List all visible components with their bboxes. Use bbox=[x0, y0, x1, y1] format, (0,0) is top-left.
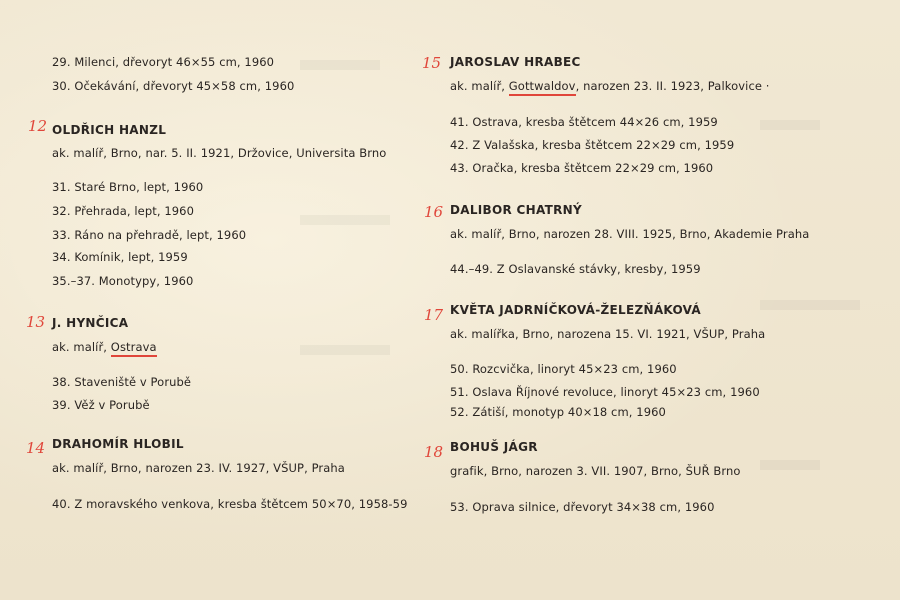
artist-name: OLDŘICH HANZL bbox=[52, 123, 167, 137]
show-through-texture bbox=[300, 345, 390, 355]
catalog-entry: 38. Staveniště v Porubě bbox=[52, 375, 192, 389]
artist-bio bbox=[52, 340, 157, 354]
artist-name: DALIBOR CHATRNÝ bbox=[450, 203, 582, 217]
handwritten-number-mark: 13 bbox=[26, 313, 46, 331]
catalog-entry: 33. Ráno na přehradě, lept, 1960 bbox=[52, 228, 247, 242]
artist-name: KVĚTA JADRNÍČKOVÁ-ŽELEZŇÁKOVÁ bbox=[450, 303, 702, 317]
artist-bio: ak. malířka, Brno, narozena 15. VI. 1921, VŠUP, Praha bbox=[450, 327, 766, 341]
catalog-entry: 44.–49. Z Oslavanské stávky, kresby, 1959 bbox=[450, 262, 701, 276]
underlined-place: Ostrava bbox=[111, 340, 157, 357]
catalog-entry: 34. Komínik, lept, 1959 bbox=[52, 250, 188, 264]
artist-bio-prefix: ak. malíř, bbox=[450, 79, 509, 93]
artist-bio: ak. malíř, Brno, narozen 23. IV. 1927, VŠUP, Praha bbox=[52, 461, 345, 475]
handwritten-number-mark: 16 bbox=[424, 203, 444, 221]
catalog-entry: 52. Zátiší, monotyp 40×18 cm, 1960 bbox=[450, 405, 666, 419]
catalog-entry: 40. Z moravského venkova, kresba štětcem 50×70, 1958-59 bbox=[52, 497, 408, 511]
handwritten-number-mark: 14 bbox=[26, 439, 46, 457]
catalog-entry: 41. Ostrava, kresba štětcem 44×26 cm, 1959 bbox=[450, 115, 718, 129]
artist-name: DRAHOMÍR HLOBIL bbox=[52, 437, 184, 451]
artist-name: J. HYNČICA bbox=[52, 316, 129, 330]
artist-name: JAROSLAV HRABEC bbox=[450, 55, 581, 69]
catalog-entry: 30. Očekávání, dřevoryt 45×58 cm, 1960 bbox=[52, 79, 295, 93]
artist-bio-suffix: , narozen 23. II. 1923, Palkovice · bbox=[575, 79, 770, 93]
catalog-entry: 42. Z Valašska, kresba štětcem 22×29 cm, 1959 bbox=[450, 138, 735, 152]
artist-bio: grafik, Brno, narozen 3. VII. 1907, Brno, ŠUŘ Brno bbox=[450, 464, 741, 478]
handwritten-number-mark: 15 bbox=[422, 54, 442, 72]
artist-bio bbox=[450, 79, 770, 93]
artist-bio: ak. malíř, Brno, narozen 28. VIII. 1925, Brno, Akademie Praha bbox=[450, 227, 810, 241]
show-through-texture bbox=[760, 120, 820, 130]
catalog-entry: 39. Věž v Porubě bbox=[52, 398, 150, 412]
catalog-entry: 29. Milenci, dřevoryt 46×55 cm, 1960 bbox=[52, 55, 275, 69]
catalog-entry: 50. Rozcvička, linoryt 45×23 cm, 1960 bbox=[450, 362, 677, 376]
show-through-texture bbox=[300, 215, 390, 225]
handwritten-number-mark: 17 bbox=[424, 306, 444, 324]
artist-bio-prefix: ak. malíř, bbox=[52, 340, 111, 354]
catalog-entry: 31. Staré Brno, lept, 1960 bbox=[52, 180, 204, 194]
catalog-entry: 51. Oslava Říjnové revoluce, linoryt 45×23 cm, 1960 bbox=[450, 385, 760, 399]
handwritten-number-mark: 12 bbox=[28, 117, 48, 135]
catalog-entry: 35.–37. Monotypy, 1960 bbox=[52, 274, 194, 288]
handwritten-number-mark: 18 bbox=[424, 443, 444, 461]
underlined-place: Gottwaldov bbox=[509, 79, 576, 96]
catalog-entry: 43. Oračka, kresba štětcem 22×29 cm, 1960 bbox=[450, 161, 714, 175]
catalog-entry: 53. Oprava silnice, dřevoryt 34×38 cm, 1960 bbox=[450, 500, 715, 514]
catalog-entry: 32. Přehrada, lept, 1960 bbox=[52, 204, 195, 218]
show-through-texture bbox=[300, 60, 380, 70]
show-through-texture bbox=[760, 460, 820, 470]
artist-name: BOHUŠ JÁGR bbox=[450, 440, 538, 454]
artist-bio: ak. malíř, Brno, nar. 5. II. 1921, Držovice, Universita Brno bbox=[52, 146, 387, 160]
show-through-texture bbox=[760, 300, 860, 310]
